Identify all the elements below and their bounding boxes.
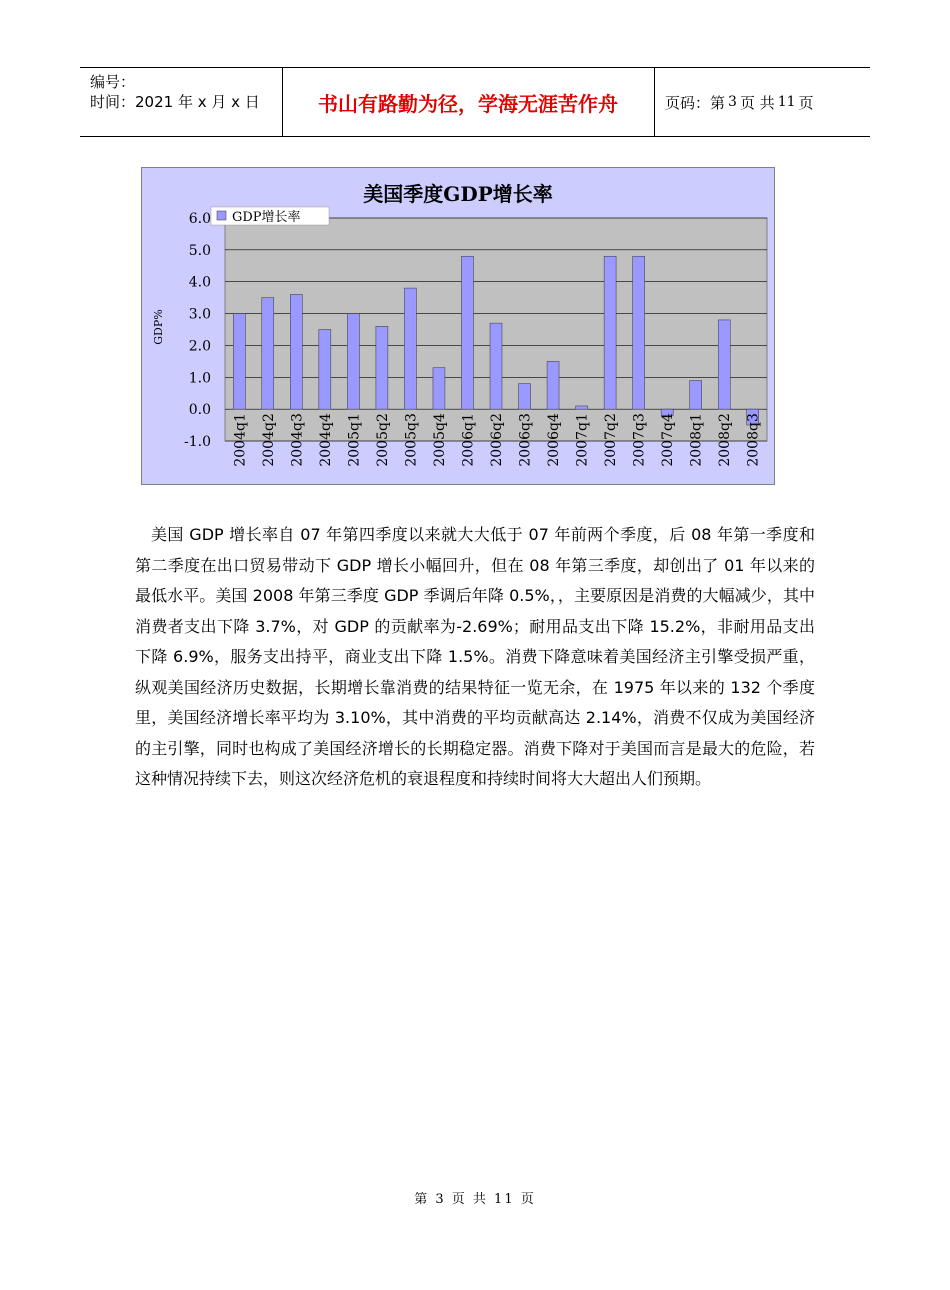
- page-total: 11: [777, 94, 796, 110]
- x-tick-label: 2005q1: [346, 413, 363, 467]
- x-tick-label: 2005q3: [403, 413, 420, 467]
- header-page-info: [665, 68, 814, 136]
- body-paragraph: 美国 GDP 增长率自 07 年第四季度以来就大大低于 07 年前两个季度，后 08 年第一季度和第二季度在出口贸易带动下 GDP 增长小幅回升，但在 08 年第三季度，却创出了 01 年以来的最低水平。美国 2008 年第三季度 GDP 季调后年降 0.5%，，主要原因是消费的大幅减少，其中消费者支出下降 3.7%，对 GDP 的贡献率为-2.69%；耐用品支出下降 15.2%，非耐用品支出下降 6.9%，服务支出持平，商业支出下降 1.5%。消费下降意味着美国经济主引擎受损严重，纵观美国经济历史数据，长期增长靠消费的结果特征一览无余，在 1975 年以来的 132 个季度里，美国经济增长率平均为 3.10%，其中消费的平均贡献高达 2.14%，消费不仅成为美国经济的主引擎，同时也构成了美国经济增长的长期稳定器。消费下降对于美国而言是最大的危险，若这种情况持续下去，则这次经济危机的衰退程度和持续时间将大大超出人们预期。: [135, 525, 815, 788]
- x-tick-label: 2007q3: [631, 413, 648, 467]
- y-tick-label: 5.0: [188, 242, 211, 259]
- x-tick-label: 2004q1: [232, 413, 249, 467]
- header-info: [90, 72, 260, 112]
- bar: [604, 256, 616, 409]
- bar: [519, 384, 531, 409]
- bar: [347, 314, 359, 410]
- bar: [376, 326, 388, 409]
- bar: [547, 361, 559, 409]
- x-tick-label: 2008q3: [745, 413, 762, 467]
- header-divider: [654, 68, 655, 136]
- y-tick-label: 4.0: [188, 274, 211, 291]
- y-tick-label: 0.0: [188, 402, 211, 419]
- bar: [490, 323, 502, 409]
- y-tick-label: 1.0: [188, 370, 211, 387]
- document-time: 时间：2021 年 x 月 x 日: [90, 93, 260, 111]
- x-tick-label: 2004q3: [289, 413, 306, 467]
- x-tick-label: 2006q4: [546, 413, 563, 467]
- bar: [576, 406, 588, 409]
- bar: [290, 294, 302, 409]
- x-tick-label: 2005q2: [374, 413, 391, 467]
- chart-legend: [211, 207, 329, 225]
- y-tick-label: -1.0: [184, 434, 211, 450]
- x-tick-label: 2007q2: [603, 413, 620, 467]
- x-tick-label: 2005q4: [431, 413, 448, 467]
- legend-swatch: [217, 211, 226, 220]
- page-prefix: 页码：第: [665, 93, 726, 112]
- bar: [233, 314, 245, 410]
- chart-title: 美国季度GDP增长率: [363, 182, 553, 206]
- bar: [461, 256, 473, 409]
- bar: [718, 320, 730, 409]
- x-tick-label: 2008q2: [717, 413, 734, 467]
- header-motto: 书山有路勤为径，学海无涯苦作舟: [318, 91, 618, 116]
- y-axis-label: GDP%: [152, 309, 165, 345]
- x-tick-label: 2006q3: [517, 413, 534, 467]
- x-tick-label: 2006q2: [489, 413, 505, 467]
- x-tick-label: 2007q4: [660, 413, 677, 467]
- bar: [433, 368, 445, 409]
- gdp-growth-chart: [141, 167, 775, 485]
- bar: [633, 256, 645, 409]
- document-header: [80, 67, 870, 137]
- x-tick-label: 2008q1: [688, 413, 705, 467]
- bar: [262, 298, 274, 410]
- x-tick-label: 2006q1: [460, 413, 477, 467]
- page-footer: 第 3 页 共 11 页: [414, 1192, 536, 1207]
- document-number-label: 编号：: [90, 73, 136, 91]
- x-tick-label: 2007q1: [574, 413, 591, 467]
- bar: [319, 330, 331, 410]
- legend-label: GDP增长率: [232, 210, 301, 225]
- page-suffix: 页: [798, 93, 814, 112]
- y-tick-label: 6.0: [188, 211, 211, 227]
- x-tick-label: 2004q2: [260, 413, 277, 467]
- y-tick-label: 2.0: [188, 338, 211, 355]
- x-tick-label: 2004q4: [317, 413, 334, 467]
- bar: [690, 380, 702, 409]
- bar: [404, 288, 416, 409]
- y-tick-label: 3.0: [188, 306, 211, 323]
- page-mid: 页 共: [739, 93, 775, 112]
- page-current: 3: [728, 94, 737, 110]
